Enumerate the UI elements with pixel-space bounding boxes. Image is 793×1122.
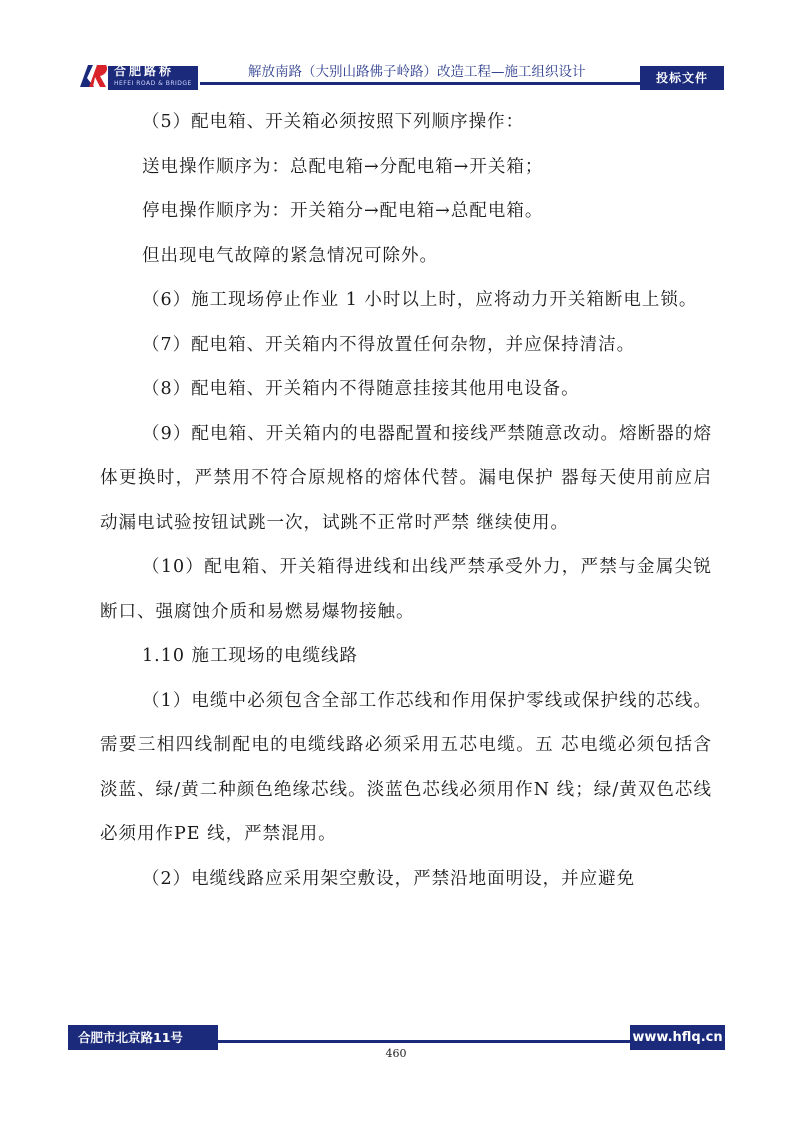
footer-address: 合肥市北京路11号 [68,1025,218,1050]
paragraph: 但出现电气故障的紧急情况可除外。 [142,245,438,266]
paragraph: （9）配电箱、开关箱内的电器配置和接线严禁随意改动。熔断器的熔体更换时，严禁用不符合原规格的熔体代替。漏电保护 器每天使用前应启动漏电试验按钮试跳一次，试跳不正常时严禁 继续使用。 [100,423,712,533]
document-title: 解放南路（大别山路佛子岭路）改造工程—施工组织设计 [248,64,586,80]
paragraph: 送电操作顺序为：总配电箱→分配电箱→开关箱； [142,156,544,177]
page-number: 460 [385,1047,407,1060]
document-body [100,100,712,901]
brand-name: 合肥路桥 [114,64,175,78]
footer-website: www.hflq.cn [630,1025,725,1050]
paragraph: （1）电缆中必须包含全部工作芯线和作用保护零线或保护线的芯线。需要三相四线制配电的电缆线路必须采用五芯电缆。五 芯电缆必须包括含淡蓝、绿/黄二种颜色绝缘芯线。淡蓝色芯线必须用作N 线；绿/黄双色芯线必须用作PE 线，严禁混用。 [100,690,712,844]
paragraph: （5）配电箱、开关箱必须按照下列顺序操作： [142,112,525,132]
brand-name-english: HEFEI ROAD & BRIDGE [114,80,192,87]
paragraph: （10）配电箱、开关箱得进线和出线严禁承受外力，严禁与金属尖锐断口、强腐蚀介质和易燃易爆物接触。 [100,557,712,622]
section-heading: 1.10 施工现场的电缆线路 [142,646,359,666]
paragraph: （7）配电箱、开关箱内不得放置任何杂物，并应保持清洁。 [142,334,636,355]
header-divider [200,82,640,85]
company-logo-icon [78,64,108,88]
paragraph: （2）电缆线路应采用架空敷设，严禁沿地面明设，并应避免 [142,868,636,889]
paragraph: 停电操作顺序为：开关箱分→配电箱→总配电箱。 [142,201,544,221]
paragraph: （6）施工现场停止作业 1 小时以上时，应将动力开关箱断电上锁。 [142,290,698,310]
document-type-tag: 投标文件 [640,66,724,90]
paragraph: （8）配电箱、开关箱内不得随意挂接其他用电设备。 [142,379,580,399]
page-header [0,0,793,100]
footer-divider [218,1040,630,1043]
